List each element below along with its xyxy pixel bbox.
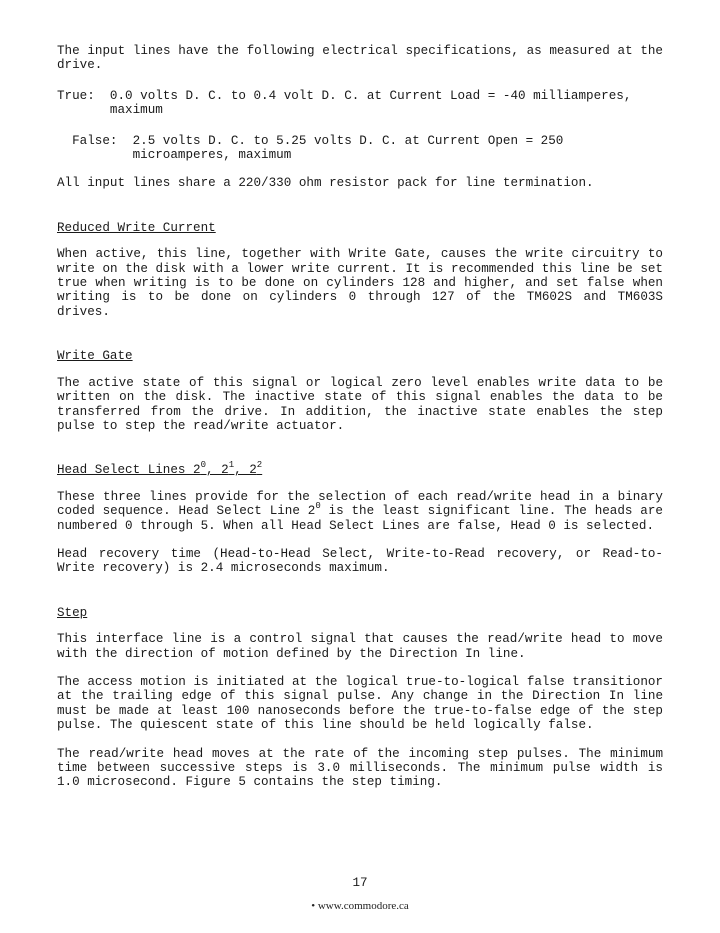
head-select-text-a: These three lines provide for the selection of each read/write head in a binary coded sequence. Head Select Line 2 bbox=[57, 489, 663, 519]
section-heading-write-gate: Write Gate bbox=[57, 349, 133, 364]
page-number: 17 bbox=[352, 876, 368, 890]
spec-false-label: False: bbox=[57, 133, 133, 148]
intro-paragraph: The input lines have the following electrical specifications, as measured at the drive. bbox=[57, 44, 663, 73]
head-select-heading-sep-2: , 2 bbox=[234, 463, 257, 478]
termination-paragraph: All input lines share a 220/330 ohm resistor pack for line termination. bbox=[57, 176, 594, 191]
spec-true-text: 0.0 volts D. C. to 0.4 volt D. C. at Current Load = -40 milliamperes, maximum bbox=[109, 88, 632, 118]
head-select-heading-text: Head Select Lines 2 bbox=[57, 463, 201, 478]
head-select-heading-sup-2: 2 bbox=[256, 460, 263, 471]
step-paragraph-1: This interface line is a control signal that causes the read/write head to move with the direction of motion defined by the Direction In line. bbox=[57, 632, 663, 661]
head-select-text-sup: 0 bbox=[315, 501, 321, 512]
step-paragraph-2: The access motion is initiated at the logical true-to-logical false transitionor at the trailing edge of this signal pulse. Any change in the Direction In line must be made at least 100 nanoseconds before the true-to-false edge of the step pulse. The quiescent state of this line should be held logically false. bbox=[57, 674, 663, 733]
head-select-heading-sep-1: , 2 bbox=[206, 463, 229, 478]
section-heading-reduced-write-current: Reduced Write Current bbox=[57, 220, 216, 235]
spec-true-label: True: bbox=[57, 88, 110, 103]
head-recovery-paragraph: Head recovery time (Head-to-Head Select, Write-to-Read recovery, or Read-to-Write recovery) is 2.4 microseconds maximum. bbox=[57, 546, 663, 576]
head-select-heading-sup-1: 1 bbox=[228, 460, 235, 471]
spec-true bbox=[57, 89, 663, 118]
spec-false-text: 2.5 volts D. C. to 5.25 volts D. C. at Current Open = 250 microamperes, maximum bbox=[132, 133, 564, 163]
footer-site-watermark: • www.commodore.ca bbox=[311, 900, 409, 912]
write-gate-paragraph: The active state of this signal or logical zero level enables write data to be written on the disk. The inactive state of this signal enables the data to be transferred from the drive. In addition, the inactive state enables the step pulse to step the read/write actuator. bbox=[57, 375, 663, 433]
head-select-paragraph bbox=[57, 490, 663, 533]
section-heading-step: Step bbox=[57, 605, 88, 620]
spec-false bbox=[57, 134, 663, 163]
head-select-heading-sup-0: 0 bbox=[200, 460, 206, 471]
reduced-write-current-paragraph: When active, this line, together with Write Gate, causes the write circuitry to write on the disk with a lower write current. It is recommended this line be set true when writing is to be done on cylinders 128 and higher, and set false when writing is to be done on cylinders 0 through 127 of the TM602S and TM603S drives. bbox=[57, 247, 663, 319]
document-page bbox=[57, 44, 663, 790]
section-heading-head-select bbox=[57, 460, 663, 478]
step-paragraph-3: The read/write head moves at the rate of the incoming step pulses. The minimum time between successive steps is 3.0 milliseconds. The minimum pulse width is 1.0 microsecond. Figure 5 contains the step timing. bbox=[57, 746, 663, 790]
head-select-text-b: is the least significant line. The heads are numbered 0 through 5. When all Head Select Lines are false, Head 0 is selected. bbox=[57, 504, 663, 533]
